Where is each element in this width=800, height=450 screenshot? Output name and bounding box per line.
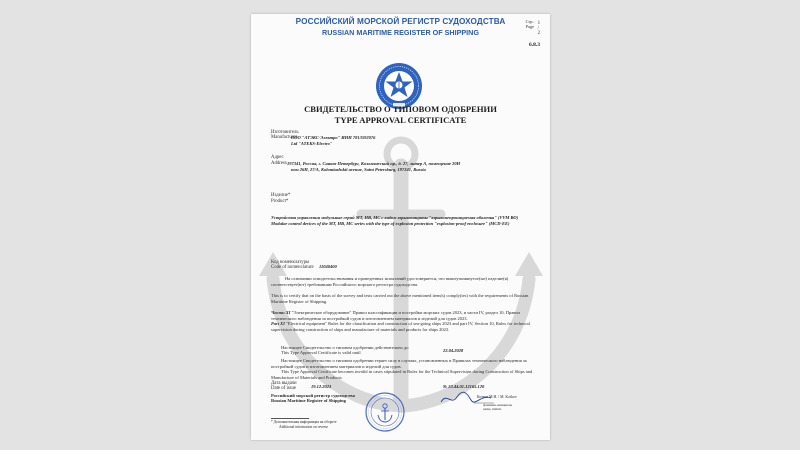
address-value-ru: 197341, Россия, г. Санкт-Петербург, Коломяжский пр., д. 27, литер А, помещение 20Н [287, 161, 461, 166]
signatory-caption-en: name, initials [483, 407, 502, 411]
validity-text-en: This Type Approval Certificate is valid until [281, 350, 361, 355]
rules-text-ru: "Электрическое оборудование" Правил классификации и постройки морских судов 2023, и части IV, раздел 10, Правил технического наблюдения за постройкой судов и изготовлением материалов и изделий для судов 2023. [271, 310, 521, 321]
invalidity-clause-en: This Type Approval Certificate becomes invalid in cases stipulated in Rules for the Technical Supervision during Construction of Ships and Manufacture of Materials and Products. [271, 369, 533, 380]
manufacturer-name-ru: ООО "АТЭКС-Электро" ИНН 7813592076 [291, 135, 376, 140]
manufacturer-label-ru: Изготовитель [271, 130, 299, 135]
rules-prefix-ru: Части XI [271, 310, 291, 315]
manufacturer-label-en: Manufacturer [271, 135, 298, 140]
rules-prefix-en: Part XI [271, 321, 285, 326]
organization-name-en: RUSSIAN MARITIME REGISTER OF SHIPPING [322, 28, 479, 37]
manufacturer-name-en: Ltd "ATEKS-Electro" [291, 141, 333, 146]
code-value: 11040400 [319, 264, 337, 269]
product-description-ru: Устройства управления модульные серий МТ, НВ, МС с видом взрывозащиты "взрывонепроницаемая оболочка" (VVM ВО) [271, 215, 519, 220]
footnote-ru: * Дополнительная информация на обороте [271, 420, 337, 424]
certificate-number-value: 23.44.01.12165.120 [448, 384, 485, 389]
invalidity-clause-ru: Настоящее Свидетельство о типовом одобрении теряет силу в случаях, установленных в Правилах технического наблюдения за постройкой судов и изготовлением материалов и изделий для судов. [271, 358, 527, 369]
validity-date: 22.04.2028 [443, 348, 464, 353]
certificate-number-prefix: № [443, 384, 448, 389]
signatory-name: Котков М.Н. / M. Kotkov [477, 395, 517, 399]
code-label-ru: Код номенклатуры [271, 260, 310, 265]
issue-date-label-ru: Дата выдачи [271, 381, 297, 386]
signatory-caption-ru: фамилия, инициалы [483, 403, 513, 407]
validity-text-ru: Настоящее Свидетельство о типовом одобрении действительно до [281, 345, 409, 350]
product-label-ru: Изделие* [271, 193, 291, 198]
address-label-ru: Адрес [271, 155, 284, 160]
certification-statement-en: This is to certify that on the basis of the survey and tests carried out the above mentioned item(s) comply(ies) with the requirements of Russian Maritime Register of Shipping. [271, 293, 529, 304]
footnote-divider [271, 418, 309, 419]
signatory-organization-en: Russian Maritime Register of Shipping [271, 398, 346, 403]
form-number: 6.8.3 [529, 42, 540, 48]
footnote-en: Additional information on reverse [279, 425, 329, 429]
product-label-en: Product* [271, 199, 289, 204]
issue-date-label-en: Date of issue [271, 386, 297, 391]
page-indicator [525, 19, 541, 36]
page-label-en: Page [525, 24, 534, 29]
official-stamp-seal [364, 391, 406, 433]
organization-name-ru: РОССИЙСКИЙ МОРСКОЙ РЕГИСТР СУДОХОДСТВА [295, 17, 506, 26]
certification-statement-ru: На основании освидетельствования и проведенных испытаний удостоверяется, что вышеупомянутое(ые) изделие(я) соответствует(ют) требованиям Российского морского регистра судоходства. [271, 276, 509, 287]
address-label-en: Address [271, 161, 287, 166]
code-label-en: Code of nomenclature [271, 265, 314, 270]
rules-reference-ru [271, 310, 535, 321]
product-description-en: Modular control devices of the MT, HB, MC series with the type of explosion protection "explosion-proof enclosure" (MCD-EE) [271, 221, 510, 226]
rules-text-en: "Electrical equipment" Rules for the classification and construction of sea-going ships 2023 and part IV, Section 10, Rules for technical supervision during construction of ships and manufacture of materials and products for ships 2023. [271, 321, 530, 332]
page-number: 1 / 2 [537, 21, 541, 36]
handwritten-signature [437, 389, 497, 409]
signatory-organization-ru: Российский морской регистр судоходства [271, 393, 355, 398]
issue-date: 19.12.2023 [311, 384, 332, 389]
certificate-title-en: TYPE APPROVAL CERTIFICATE [334, 115, 467, 125]
rules-reference-en [271, 321, 535, 332]
page-label-ru: Стр. [525, 19, 534, 24]
certificate-title-ru: СВИДЕТЕЛЬСТВО О ТИПОВОМ ОДОБРЕНИИ [304, 104, 497, 114]
certificate-document [251, 14, 550, 440]
address-value-en: пом 26Н, 27/А, Kolomiazhskii avenue, Saint Petersburg, 197341, Russia [291, 167, 426, 172]
